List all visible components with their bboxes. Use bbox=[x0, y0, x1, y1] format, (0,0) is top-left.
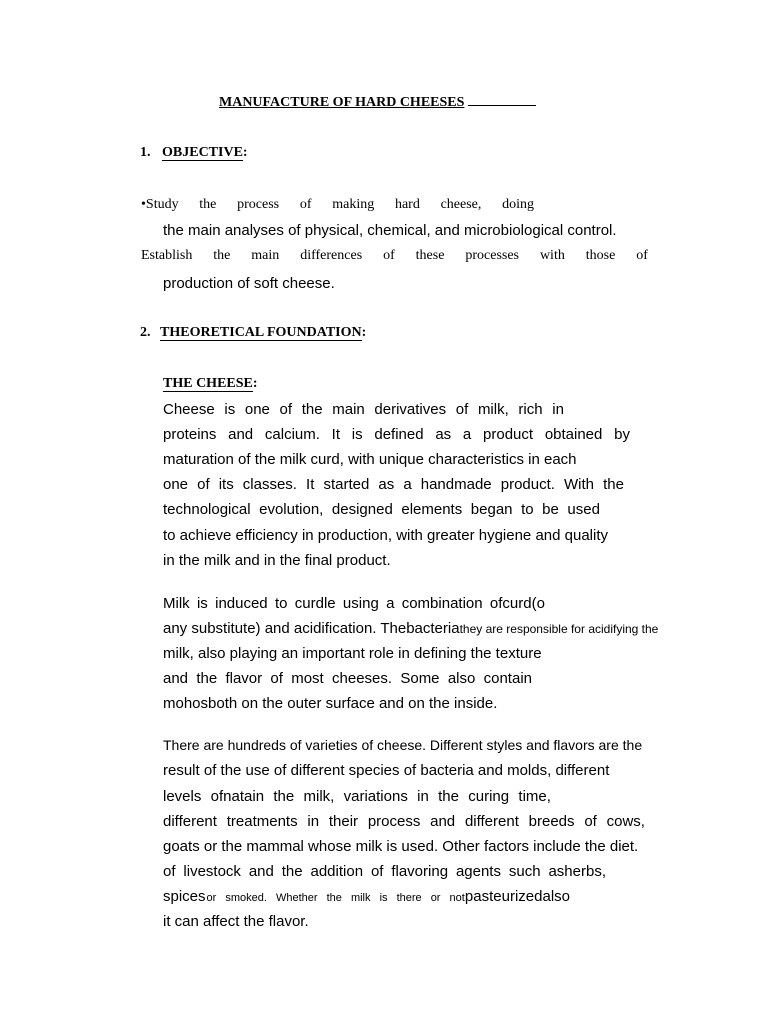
para2-line-2-main: any substitute) and acidification. Thebacteria bbox=[163, 620, 460, 637]
para1-line-5 bbox=[163, 501, 600, 518]
word: the bbox=[438, 788, 459, 805]
word: of bbox=[299, 197, 312, 212]
word: livestock bbox=[183, 863, 241, 880]
objective-line-3 bbox=[141, 248, 648, 264]
word: Cheese bbox=[163, 401, 215, 418]
word: processes bbox=[465, 248, 520, 263]
word: Establish bbox=[141, 248, 193, 263]
word: of bbox=[383, 248, 395, 263]
word: is bbox=[196, 595, 208, 612]
word: process bbox=[237, 197, 280, 212]
word: agents bbox=[455, 863, 501, 880]
word: their bbox=[328, 813, 359, 830]
word: main bbox=[251, 248, 280, 263]
word: as bbox=[378, 476, 395, 493]
word: proteins bbox=[163, 426, 217, 443]
word: time, bbox=[518, 788, 551, 805]
objective-line-4: production of soft cheese. bbox=[163, 275, 335, 292]
para2-line-4 bbox=[163, 670, 532, 687]
word: cows, bbox=[606, 813, 645, 830]
word: of bbox=[584, 813, 597, 830]
word: smoked. bbox=[225, 892, 267, 904]
word: and bbox=[430, 813, 456, 830]
section-2-title: THEORETICAL FOUNDATION bbox=[160, 325, 362, 340]
word: is bbox=[224, 401, 236, 418]
word: by bbox=[614, 426, 630, 443]
section-1-title: OBJECTIVE bbox=[162, 145, 243, 160]
subsection-heading bbox=[163, 376, 258, 392]
word: of bbox=[279, 401, 293, 418]
para2-line-5: mohosboth on the outer surface and on the inside. bbox=[163, 695, 498, 712]
word: flavoring bbox=[391, 863, 449, 880]
word: also bbox=[447, 670, 476, 687]
word: curdle bbox=[294, 595, 336, 612]
subsection-colon: : bbox=[252, 376, 258, 391]
word: product. bbox=[500, 476, 555, 493]
word: to bbox=[274, 595, 288, 612]
word: milk, bbox=[303, 788, 335, 805]
word: product bbox=[483, 426, 534, 443]
word: a bbox=[386, 595, 395, 612]
word: making bbox=[332, 197, 375, 212]
word: designed bbox=[331, 501, 393, 518]
word: be bbox=[542, 501, 559, 518]
word: is bbox=[379, 892, 388, 904]
word: asherbs, bbox=[548, 863, 606, 880]
para2-line-2 bbox=[163, 620, 658, 638]
word: is bbox=[351, 426, 363, 443]
word: flavor bbox=[225, 670, 263, 687]
para1-line-7: in the milk and in the final product. bbox=[163, 552, 391, 569]
word: not bbox=[449, 892, 465, 904]
word: milk, bbox=[477, 401, 509, 418]
word: or bbox=[206, 892, 217, 904]
para2-line-3: milk, also playing an important role in defining the texture bbox=[163, 645, 542, 662]
section-2-heading bbox=[140, 325, 366, 341]
word: ofnatain bbox=[210, 788, 265, 805]
word: obtained bbox=[544, 426, 603, 443]
word: in bbox=[307, 813, 320, 830]
word: and bbox=[228, 426, 254, 443]
word: the bbox=[603, 476, 624, 493]
word: cheese, bbox=[440, 197, 482, 212]
word: the bbox=[326, 892, 342, 904]
para3-line-8: it can affect the flavor. bbox=[163, 913, 309, 930]
word: different bbox=[464, 813, 519, 830]
word: began bbox=[470, 501, 513, 518]
word: different bbox=[163, 813, 217, 830]
section-1-colon: : bbox=[242, 145, 248, 160]
para3-line-7-small bbox=[207, 892, 465, 904]
word: derivatives bbox=[374, 401, 447, 418]
word: combination bbox=[401, 595, 483, 612]
section-2-colon: : bbox=[361, 325, 367, 340]
word: ofcurd(o bbox=[489, 595, 545, 612]
word: technological bbox=[163, 501, 251, 518]
word: With bbox=[564, 476, 595, 493]
section-1-heading bbox=[140, 145, 248, 161]
section-2-number: 2. bbox=[140, 325, 151, 340]
para1-line-3: maturation of the milk curd, with unique characteristics in each bbox=[163, 451, 577, 468]
word: hard bbox=[394, 197, 420, 212]
word: contain bbox=[483, 670, 532, 687]
word: breeds bbox=[528, 813, 575, 830]
para3-line-7 bbox=[163, 888, 570, 905]
word: induced bbox=[215, 595, 268, 612]
word: the bbox=[273, 788, 295, 805]
word: with bbox=[539, 248, 565, 263]
word: in bbox=[552, 401, 564, 418]
para1-line-2 bbox=[163, 426, 630, 443]
word: a bbox=[462, 426, 472, 443]
word: those bbox=[585, 248, 616, 263]
word: variations bbox=[343, 788, 408, 805]
word: cheeses. bbox=[332, 670, 393, 687]
word: one bbox=[244, 401, 270, 418]
para3-line-7-start: spices bbox=[163, 888, 206, 905]
word: and bbox=[163, 670, 189, 687]
word: rich bbox=[518, 401, 543, 418]
para3-line-4 bbox=[163, 813, 645, 830]
word: or bbox=[430, 892, 441, 904]
para3-line-6 bbox=[163, 863, 606, 880]
word: evolution, bbox=[259, 501, 324, 518]
word: of bbox=[163, 863, 176, 880]
word: such bbox=[508, 863, 541, 880]
word: addition bbox=[310, 863, 364, 880]
word: defined bbox=[374, 426, 424, 443]
subsection-title: THE CHEESE bbox=[163, 376, 253, 391]
word: levels bbox=[163, 788, 202, 805]
word: used bbox=[567, 501, 600, 518]
word: the bbox=[196, 670, 218, 687]
word: its bbox=[218, 476, 234, 493]
document-title bbox=[219, 94, 536, 111]
word: started bbox=[323, 476, 370, 493]
word: the bbox=[199, 197, 217, 212]
word: treatments bbox=[226, 813, 298, 830]
para3-line-5: goats or the mammal whose milk is used. Other factors include the diet. bbox=[163, 838, 639, 855]
word: of bbox=[270, 670, 283, 687]
word: It bbox=[331, 426, 341, 443]
word: one bbox=[163, 476, 189, 493]
objective-line-1 bbox=[141, 197, 534, 213]
document-title-text: MANUFACTURE OF HARD CHEESES bbox=[219, 95, 465, 110]
word: calcium. bbox=[264, 426, 320, 443]
word: doing bbox=[502, 197, 534, 212]
para3-line-2: result of the use of different species of bacteria and molds, different bbox=[163, 762, 610, 779]
para1-line-1 bbox=[163, 401, 564, 418]
word: elements bbox=[401, 501, 463, 518]
word: a bbox=[403, 476, 412, 493]
word: process bbox=[367, 813, 421, 830]
para2-line-1 bbox=[163, 595, 545, 612]
para3-line-7-end: pasteurizedalso bbox=[464, 888, 570, 905]
word: It bbox=[306, 476, 315, 493]
word: Some bbox=[400, 670, 440, 687]
word: Whether bbox=[275, 892, 318, 904]
objective-line-2: the main analyses of physical, chemical, and microbiological control. bbox=[163, 222, 617, 239]
title-trailing-underline bbox=[468, 94, 536, 106]
word: of bbox=[197, 476, 210, 493]
para3-line-1: There are hundreds of varieties of cheese. Different styles and flavors are the bbox=[163, 737, 643, 753]
word: milk bbox=[350, 892, 371, 904]
word: •Study bbox=[141, 197, 179, 212]
word: in bbox=[417, 788, 429, 805]
para2-line-2-small: they are responsible for acidifying the bbox=[459, 622, 659, 636]
word: to bbox=[521, 501, 534, 518]
para1-line-4 bbox=[163, 476, 624, 493]
word: the bbox=[301, 401, 323, 418]
para3-line-3 bbox=[163, 788, 551, 805]
section-1-number: 1. bbox=[140, 145, 151, 160]
word: of bbox=[370, 863, 384, 880]
word: Milk bbox=[163, 595, 190, 612]
word: as bbox=[435, 426, 452, 443]
word: of bbox=[636, 248, 648, 263]
para1-line-6: to achieve efficiency in production, with greater hygiene and quality bbox=[163, 527, 608, 544]
word: the bbox=[281, 863, 303, 880]
word: differences bbox=[300, 248, 363, 263]
word: of bbox=[455, 401, 469, 418]
word: main bbox=[332, 401, 365, 418]
word: the bbox=[213, 248, 231, 263]
word: using bbox=[342, 595, 379, 612]
word: handmade bbox=[420, 476, 492, 493]
word: curing bbox=[468, 788, 510, 805]
word: most bbox=[291, 670, 324, 687]
word: these bbox=[415, 248, 445, 263]
word: classes. bbox=[242, 476, 297, 493]
word: there bbox=[396, 892, 422, 904]
word: and bbox=[248, 863, 274, 880]
